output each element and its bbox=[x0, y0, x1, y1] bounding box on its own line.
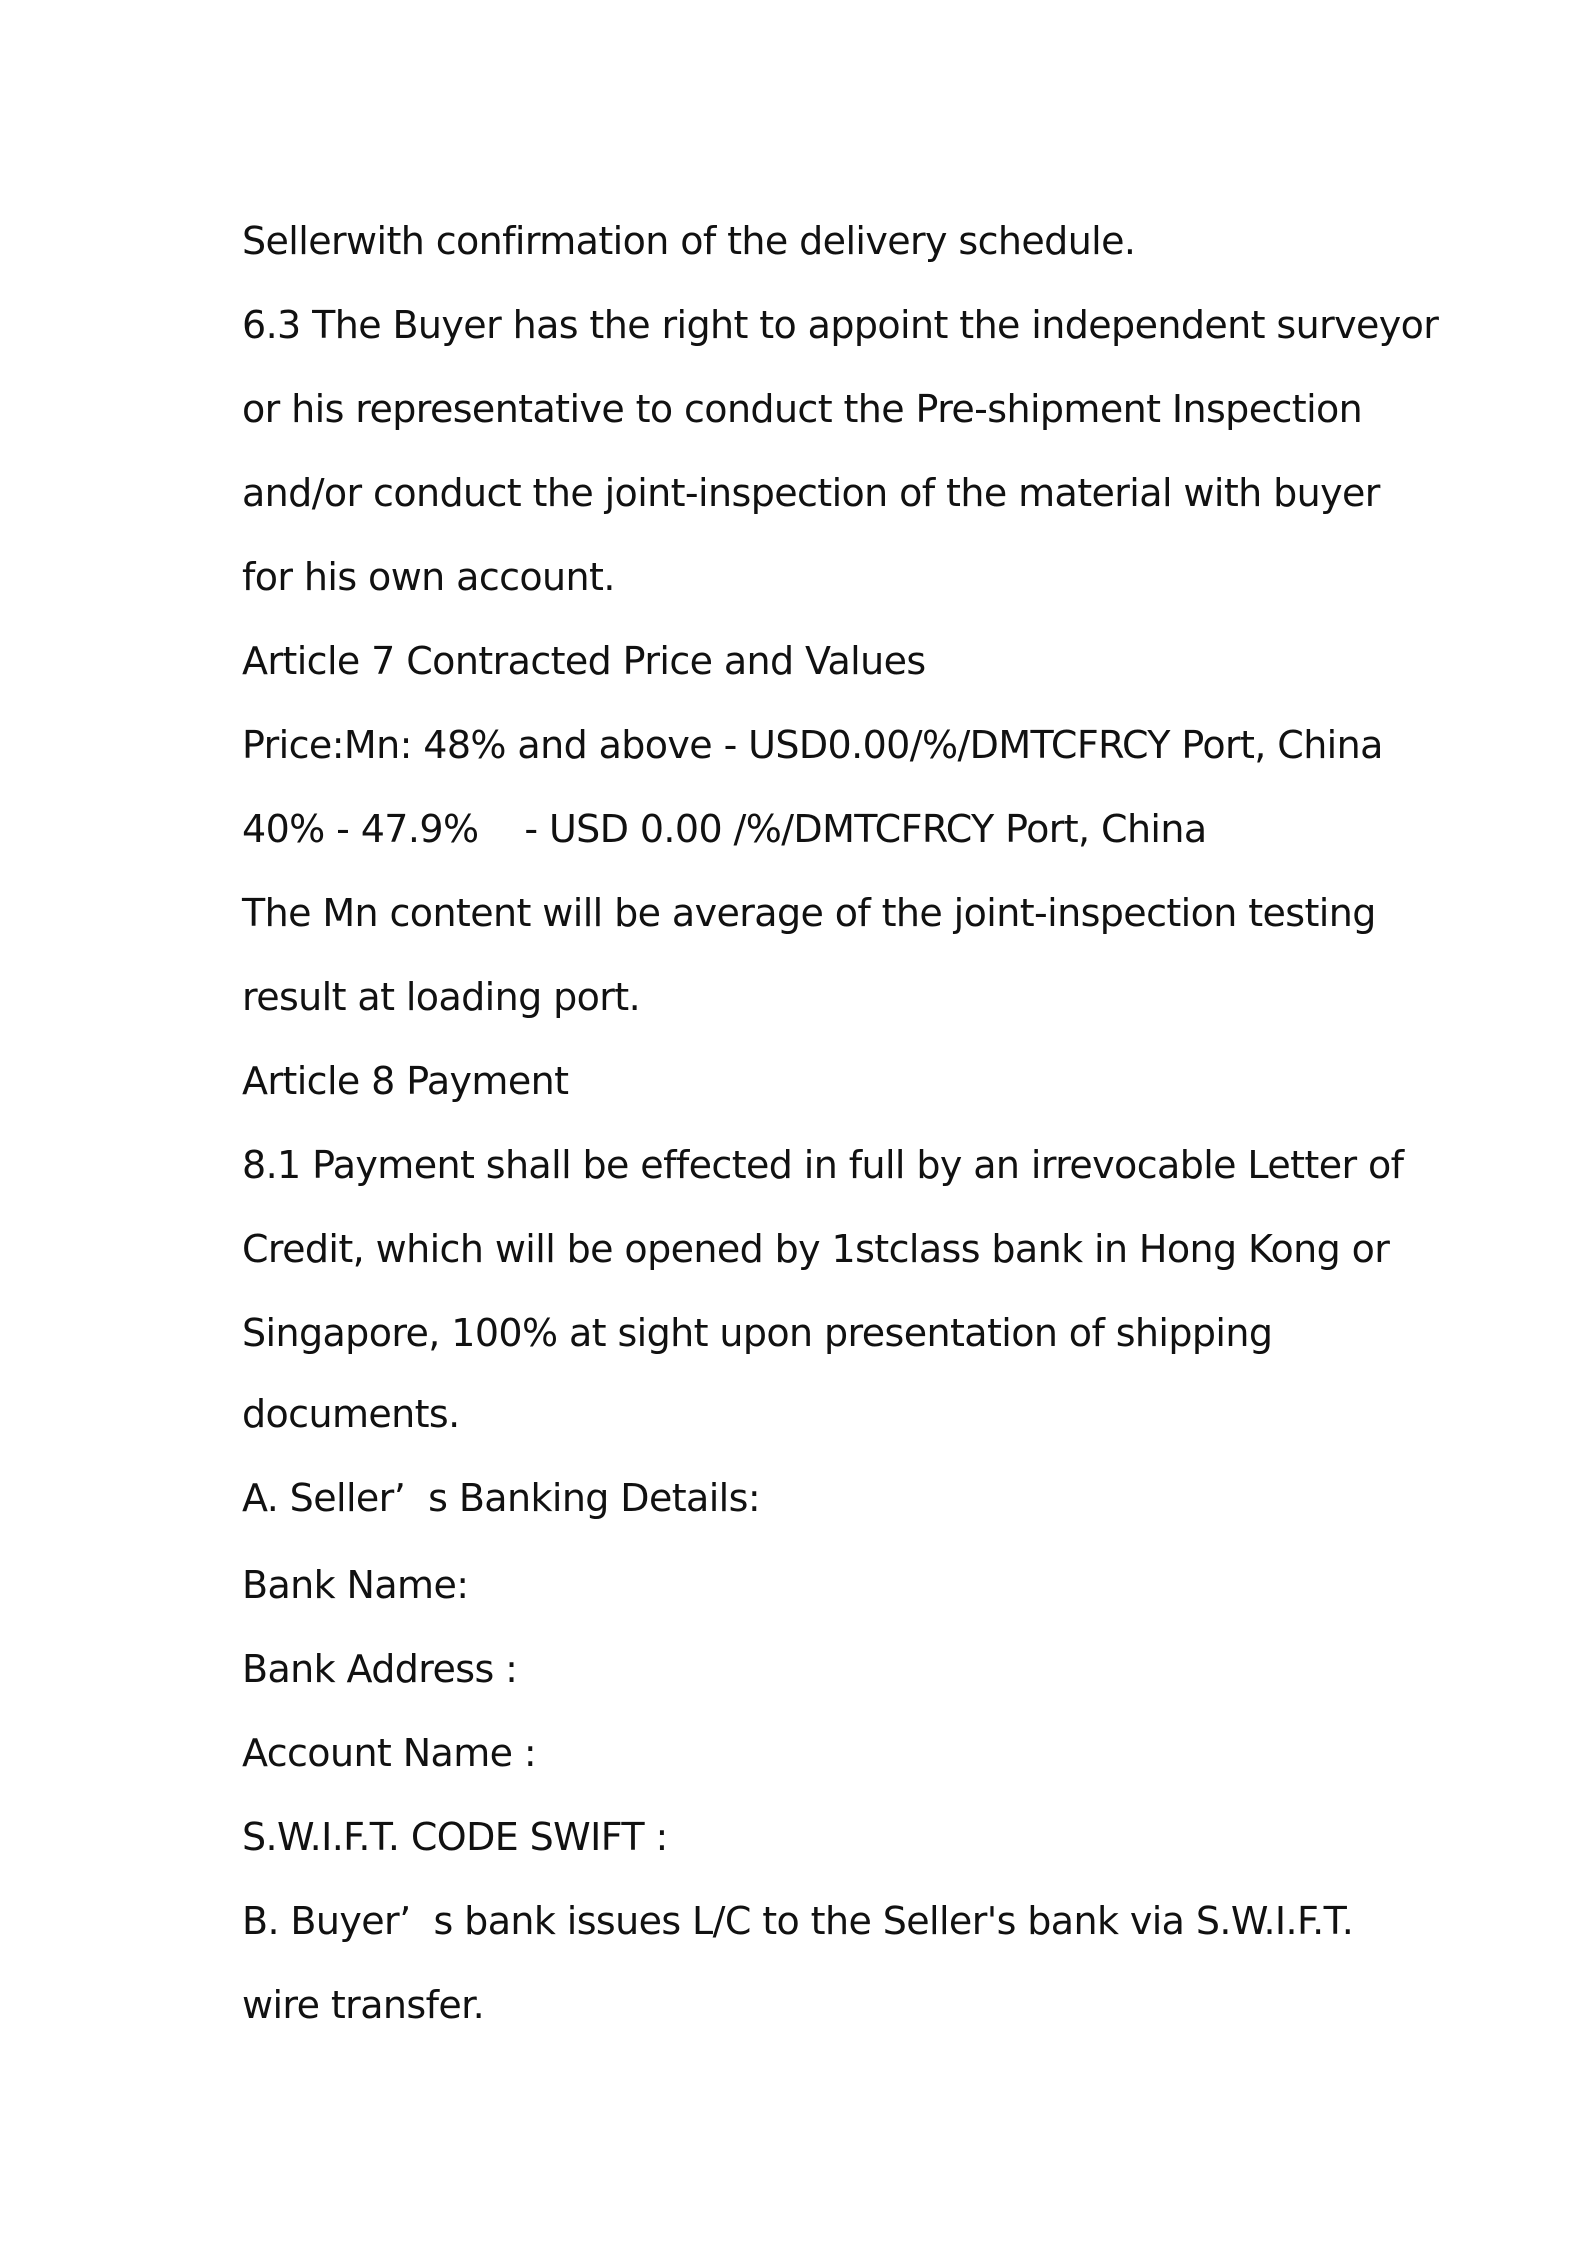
text-line: wire transfer. bbox=[242, 1983, 485, 2027]
text-line: Singapore, 100% at sight upon presentation of shipping bbox=[242, 1311, 1273, 1355]
text-line: The Mn content will be average of the joint-inspection testing bbox=[242, 891, 1376, 935]
section-heading: Article 8 Payment bbox=[242, 1059, 569, 1103]
text-line: Sellerwith confirmation of the delivery schedule. bbox=[242, 219, 1136, 263]
text-line: Price:Mn: 48% and above - USD0.00/%/DMTCFRCY Port, China bbox=[242, 723, 1383, 767]
text-line: 40% - 47.9% - USD 0.00 /%/DMTCFRCY Port, China bbox=[242, 807, 1207, 851]
text-line: S.W.I.F.T. CODE SWIFT : bbox=[242, 1815, 668, 1859]
text-line: B. Buyer’ s bank issues L/C to the Seller's bank via S.W.I.F.T. bbox=[242, 1899, 1354, 1943]
text-line: result at loading port. bbox=[242, 975, 641, 1019]
text-line: Bank Address : bbox=[242, 1647, 518, 1691]
text-line: Account Name : bbox=[242, 1731, 537, 1775]
document-body bbox=[242, 199, 1439, 2047]
text-line: or his representative to conduct the Pre-shipment Inspection bbox=[242, 387, 1363, 431]
text-line: Credit, which will be opened by 1stclass bank in Hong Kong or bbox=[242, 1227, 1390, 1271]
text-line: A. Seller’ s Banking Details: bbox=[242, 1476, 761, 1520]
text-line: 8.1 Payment shall be effected in full by an irrevocable Letter of bbox=[242, 1143, 1404, 1187]
text-line: documents. bbox=[242, 1392, 460, 1436]
text-line: for his own account. bbox=[242, 555, 615, 599]
text-line: 6.3 The Buyer has the right to appoint the independent surveyor bbox=[242, 303, 1439, 347]
text-line: Bank Name: bbox=[242, 1563, 469, 1607]
section-heading: Article 7 Contracted Price and Values bbox=[242, 639, 926, 683]
text-line: and/or conduct the joint-inspection of the material with buyer bbox=[242, 471, 1380, 515]
